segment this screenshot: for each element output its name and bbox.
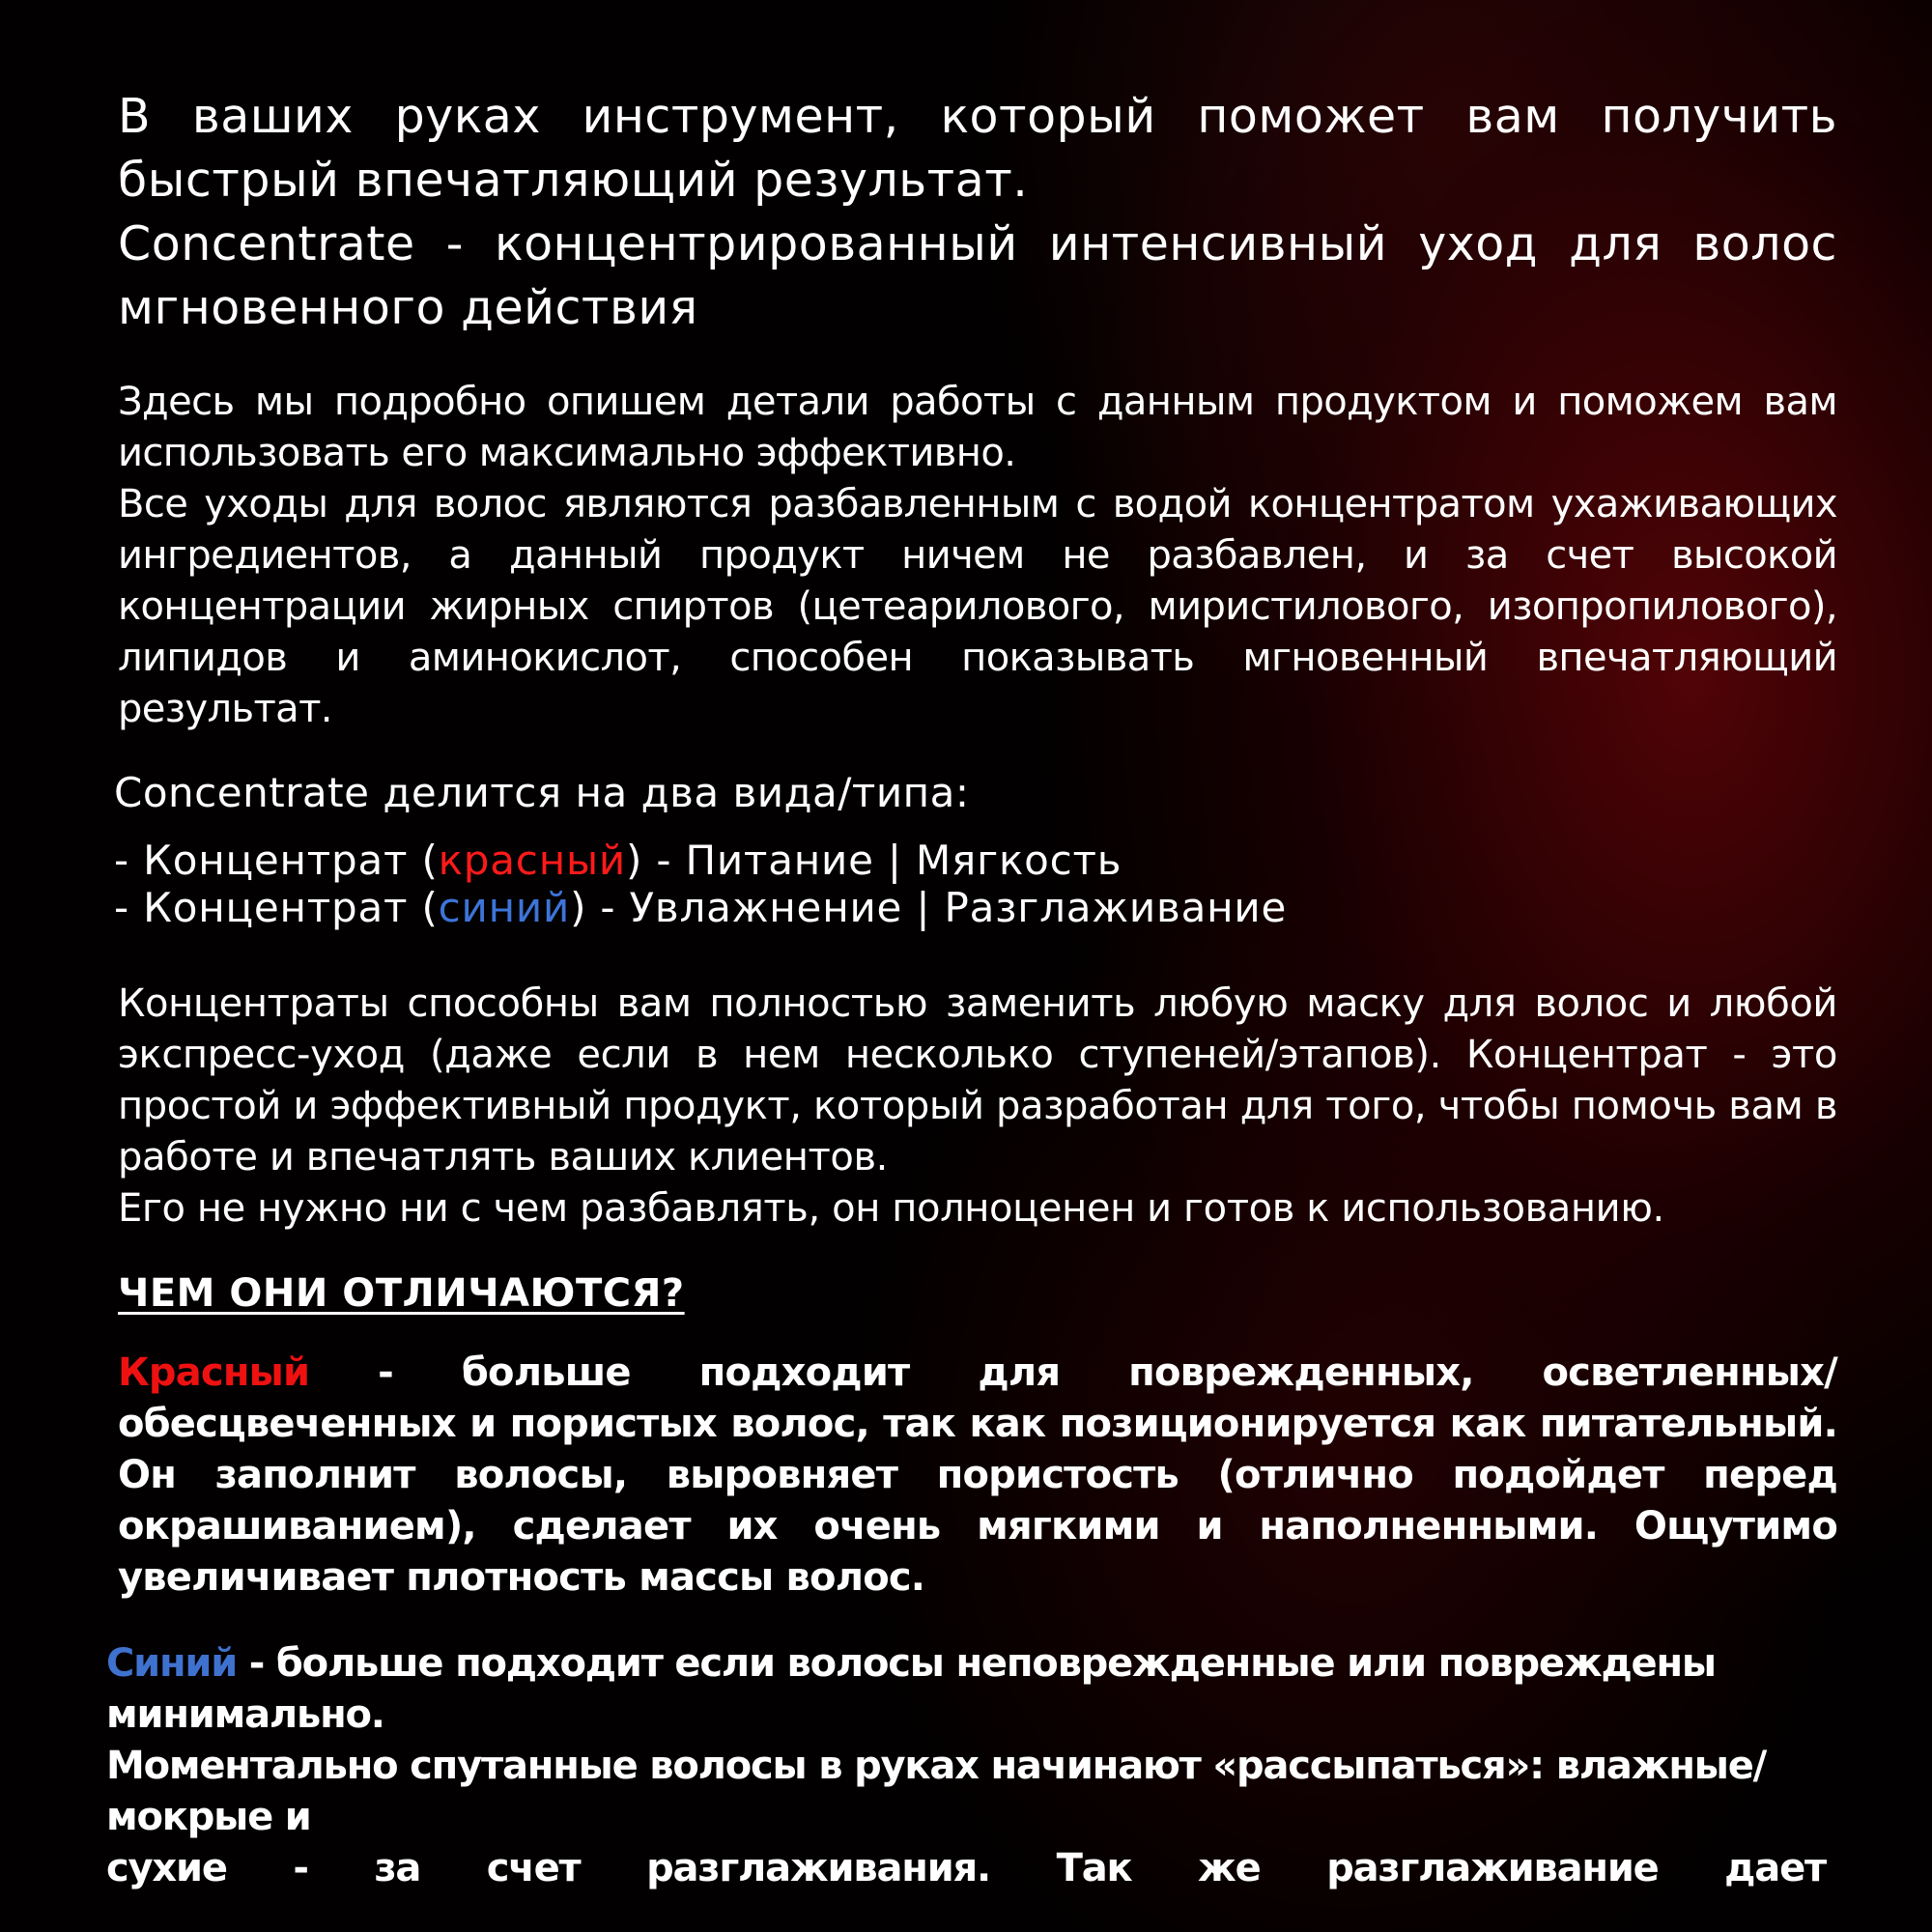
intro-line-2: Concentrate - концентрированный интенсивный уход для волос мгновенного действия xyxy=(118,216,1837,335)
replacement-block xyxy=(118,979,1837,1235)
red-name: Красный xyxy=(118,1350,310,1395)
details-paragraph-1: Здесь мы подробно опишем детали работы с данным продуктом и поможем вам использовать его максимально эффективно. xyxy=(118,380,1837,475)
difference-heading: ЧЕМ ОНИ ОТЛИЧАЮТСЯ? xyxy=(118,1271,685,1316)
type-item-red-suffix: ) - Питание | Мягкость xyxy=(626,837,1122,884)
blue-description-line-1 xyxy=(106,1638,1826,1741)
type-red-word: красный xyxy=(438,837,627,884)
types-list xyxy=(114,837,1287,931)
red-description xyxy=(118,1348,1837,1604)
blue-name: Синий xyxy=(106,1641,238,1686)
details-paragraph-2: Все уходы для волос являются разбавленным с водой концентратом ухаживающих ингредиентов, а данный продукт ничем не разбавлен, и за счет высокой концентрации жирных спиртов (цетеарилового, миристилового, изопропилового), липидов и аминокислот, способен показывать мгновенный впечатляющий результат. xyxy=(118,482,1837,731)
blue-description-text-1: - больше подходит если волосы неповрежденные или повреждены минимально. xyxy=(106,1641,1716,1737)
blue-description xyxy=(106,1638,1826,1894)
type-item-blue-prefix: - Концентрат ( xyxy=(114,884,439,931)
details-block xyxy=(118,377,1837,735)
replacement-paragraph-2: Его не нужно ни с чем разбавлять, он полноценен и готов к использованию. xyxy=(118,1186,1664,1231)
type-item-blue-suffix: ) - Увлажнение | Разглаживание xyxy=(570,884,1288,931)
type-item-red-prefix: - Концентрат ( xyxy=(114,837,439,884)
intro-line-1: В ваших руках инструмент, который поможет вам получить быстрый впечатляющий результат. xyxy=(118,89,1837,208)
red-description-text: - больше подходит для поврежденных, осветленных/обесцвеченных и пористых волос, так как позиционируется как питательный. Он заполнит волосы, выровняет пористость (отлично подойдет перед окрашиванием), сделает их очень мягкими и наполненными. Ощутимо увеличивает плотность массы волос. xyxy=(118,1350,1837,1600)
blue-description-line-2: Моментально спутанные волосы в руках начинают «рассыпаться»: влажные/мокрые и xyxy=(106,1744,1767,1839)
types-title: Concentrate делится на два вида/типа: xyxy=(114,769,970,816)
replacement-paragraph-1: Концентраты способны вам полностью заменить любую маску для волос и любой экспресс-уход (даже если в нем несколько ступеней/этапов). Концентрат - это простой и эффективный продукт, который разработан для того, чтобы помочь вам в работе и впечатлять ваших клиентов. xyxy=(118,981,1837,1179)
type-blue-word: синий xyxy=(438,884,571,931)
type-item-red xyxy=(114,837,1287,884)
type-item-blue xyxy=(114,884,1287,931)
intro-block xyxy=(118,85,1837,340)
blue-description-line-3: сухие - за счет разглаживания. Так же разглаживание дает xyxy=(106,1846,1826,1890)
